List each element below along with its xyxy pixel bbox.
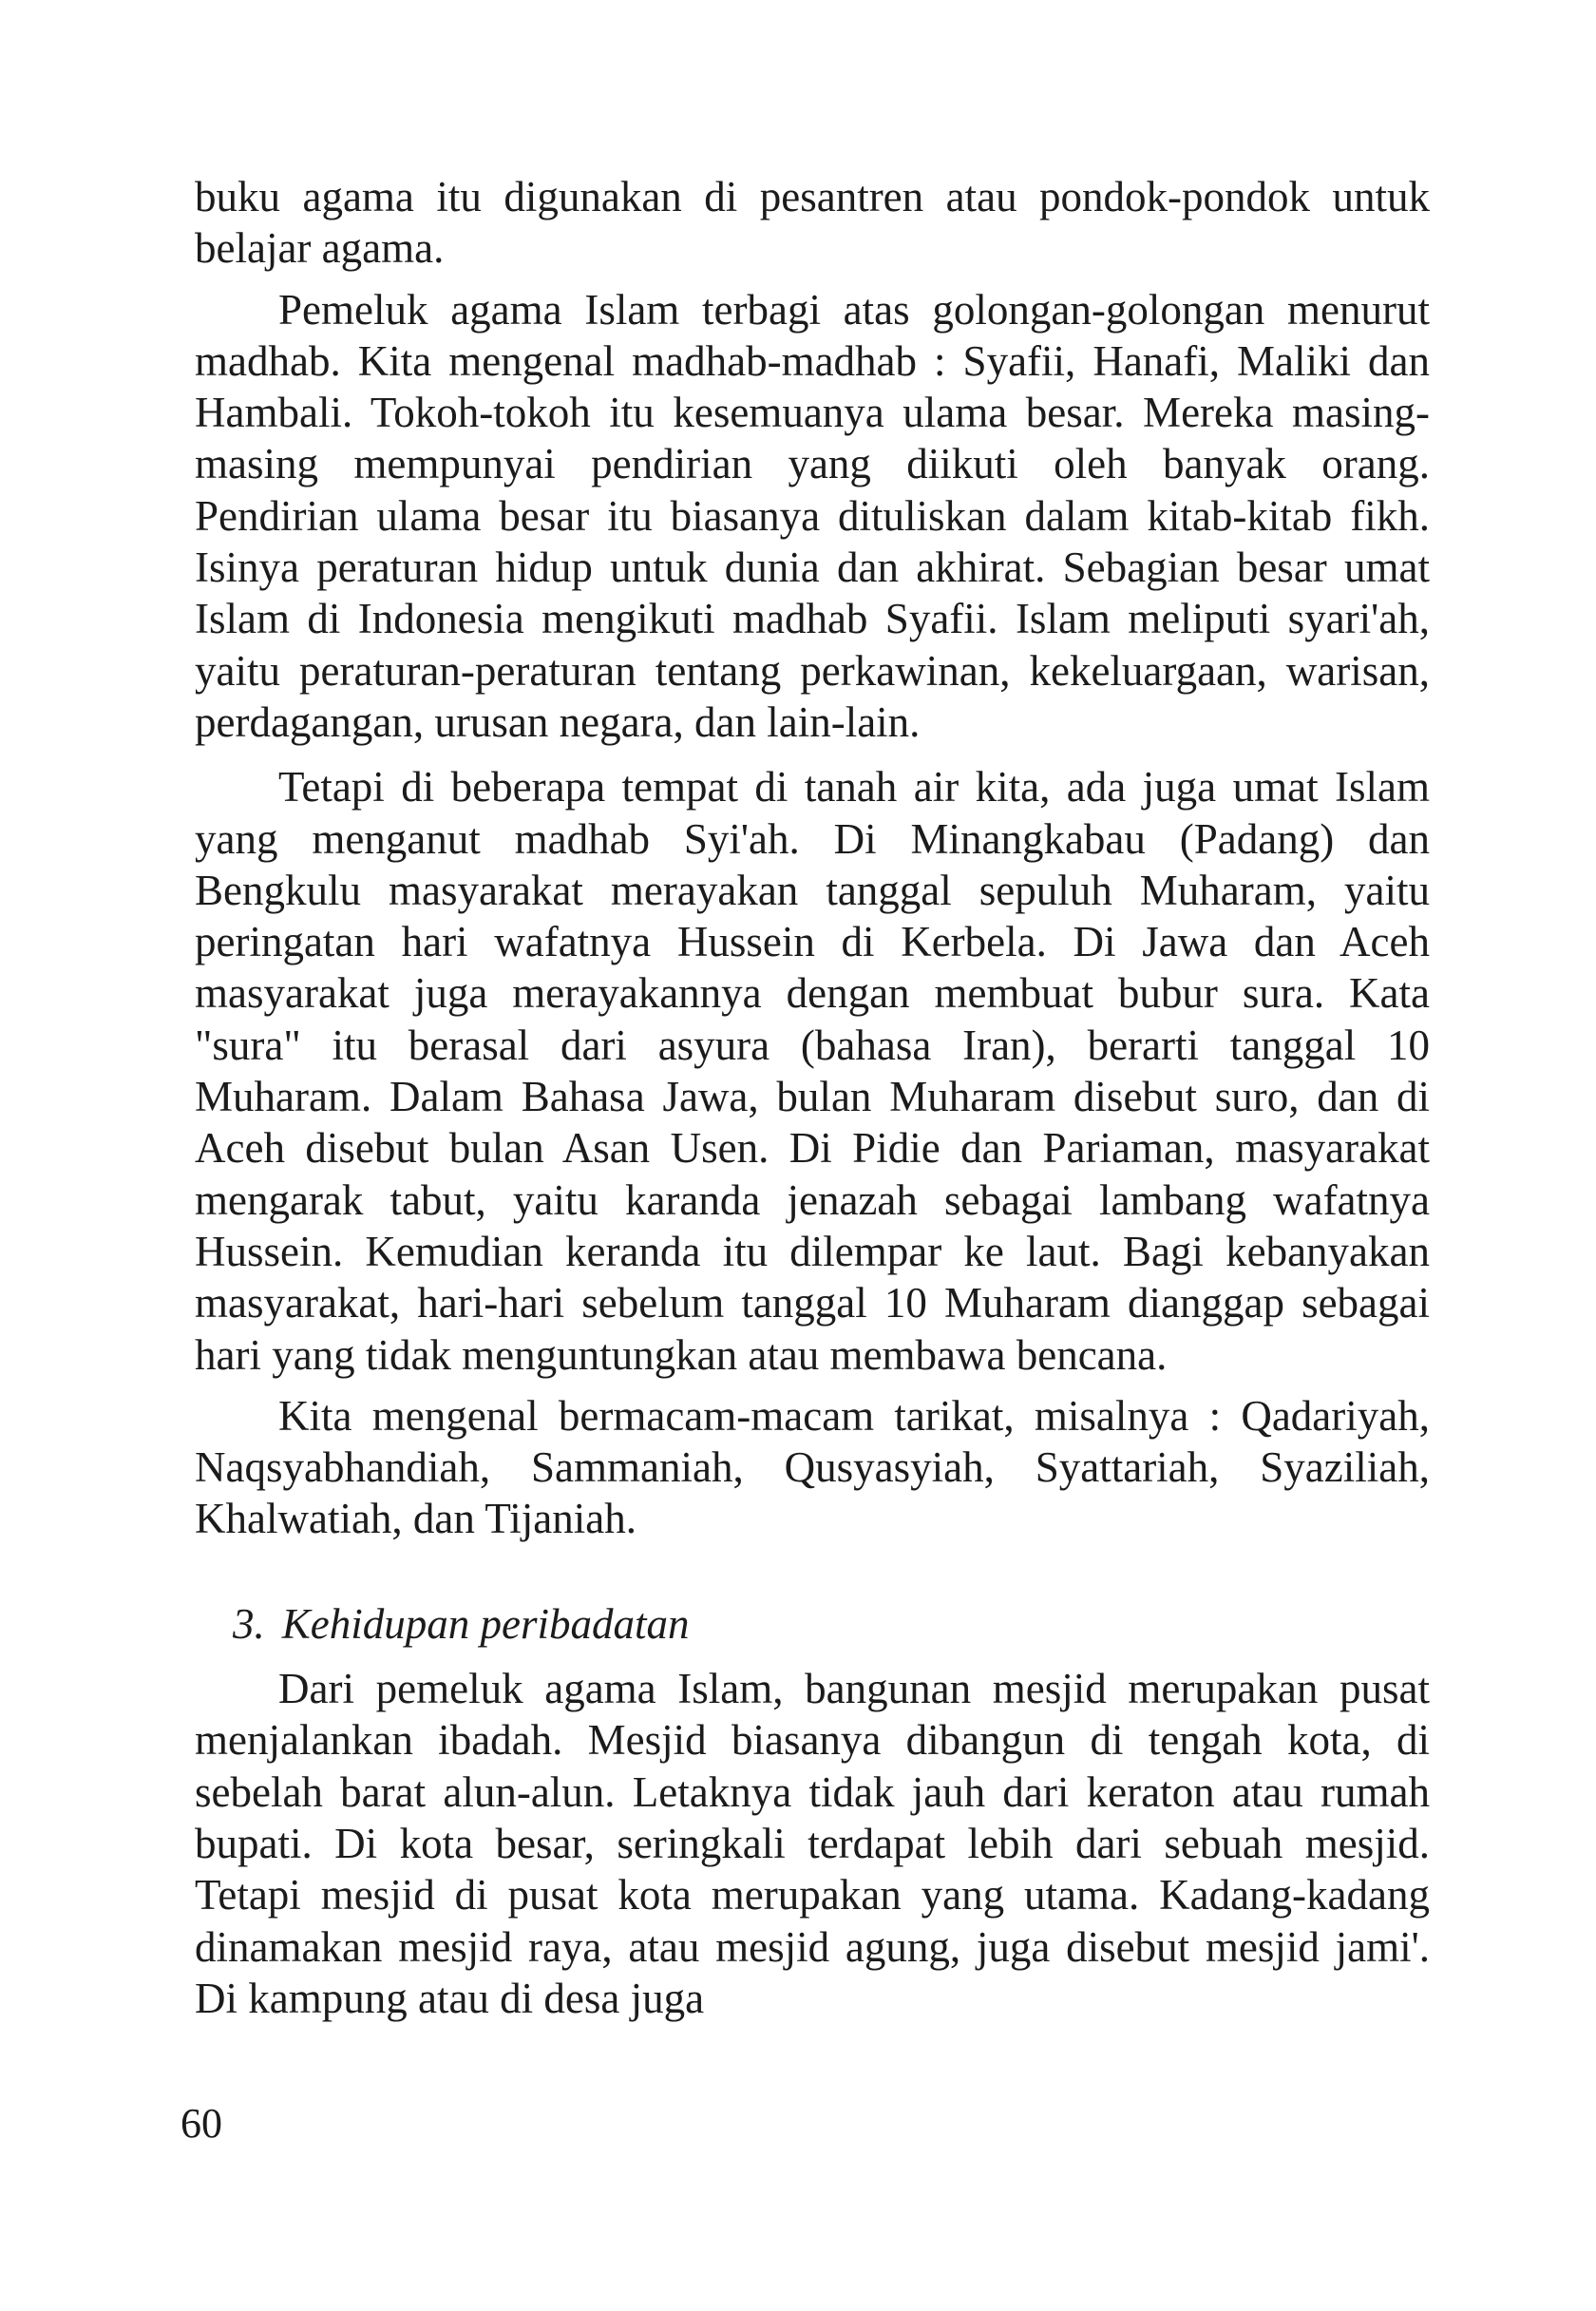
section-title: Kehidupan peribadatan <box>281 1599 690 1648</box>
paragraph-madhab: Pemeluk agama Islam terbagi atas golongan-golongan menurut madhab. Kita mengenal madhab-madhab : Syafii, Hanafi, Maliki dan Hambali. Tokoh-tokoh itu kesemuanya ulama besar. Mereka masing-masing mempunyai pendirian yang diikuti oleh banyak orang. Pendirian ulama besar itu biasanya dituliskan dalam kitab-kitab fikh. Isinya peraturan hidup untuk dunia dan akhirat. Sebagian besar umat Islam di Indonesia mengikuti madhab Syafii. Islam meliputi syari'ah, yaitu peraturan-peraturan tentang perkawinan, kekeluargaan, warisan, perdagangan, urusan negara, dan lain-lain. <box>195 285 1430 746</box>
paragraph-mesjid: Dari pemeluk agama Islam, bangunan mesjid merupakan pusat menjalankan ibadah. Mesjid biasanya dibangun di tengah kota, di sebelah barat alun-alun. Letaknya tidak jauh dari keraton atau rumah bupati. Di kota besar, seringkali terdapat lebih dari sebuah mesjid. Tetapi mesjid di pusat kota merupakan yang utama. Kadang-kadang dinamakan mesjid raya, atau mesjid agung, juga disebut mesjid jami'. Di kampung atau di desa juga <box>195 1665 1430 2022</box>
paragraph-continuation: buku agama itu digunakan di pesantren atau pondok-pondok untuk belajar agama. <box>195 173 1430 273</box>
section-number: 3. <box>233 1599 265 1648</box>
paragraph-tarikat: Kita mengenal bermacam-macam tarikat, misalnya : Qadariyah, Naqsyabhandiah, Sammaniah, Qusyasyiah, Syattariah, Syaziliah, Khalwatiah, dan Tijaniah. <box>195 1391 1430 1543</box>
paragraph-syiah: Tetapi di beberapa tempat di tanah air kita, ada juga umat Islam yang menganut madhab Syi'ah. Di Minangkabau (Padang) dan Bengkulu masyarakat merayakan tanggal sepuluh Muharam, yaitu peringatan hari wafatnya Hussein di Kerbela. Di Jawa dan Aceh masyarakat juga merayakannya dengan membuat bubur sura. Kata "sura" itu berasal dari asyura (bahasa Iran), berarti tanggal 10 Muharam. Dalam Bahasa Jawa, bulan Muharam disebut suro, dan di Aceh disebut bulan Asan Usen. Di Pidie dan Pariaman, masyarakat mengarak tabut, yaitu karanda jenazah sebagai lambang wafatnya Hussein. Kemudian keranda itu dilempar ke laut. Bagi kebanyakan masyarakat, hari-hari sebelum tanggal 10 Muharam dianggap sebagai hari yang tidak menguntungkan atau membawa bencana. <box>195 763 1430 1379</box>
page-number: 60 <box>180 2100 222 2147</box>
page-body <box>195 171 1430 2024</box>
section-heading <box>195 1598 1430 1650</box>
